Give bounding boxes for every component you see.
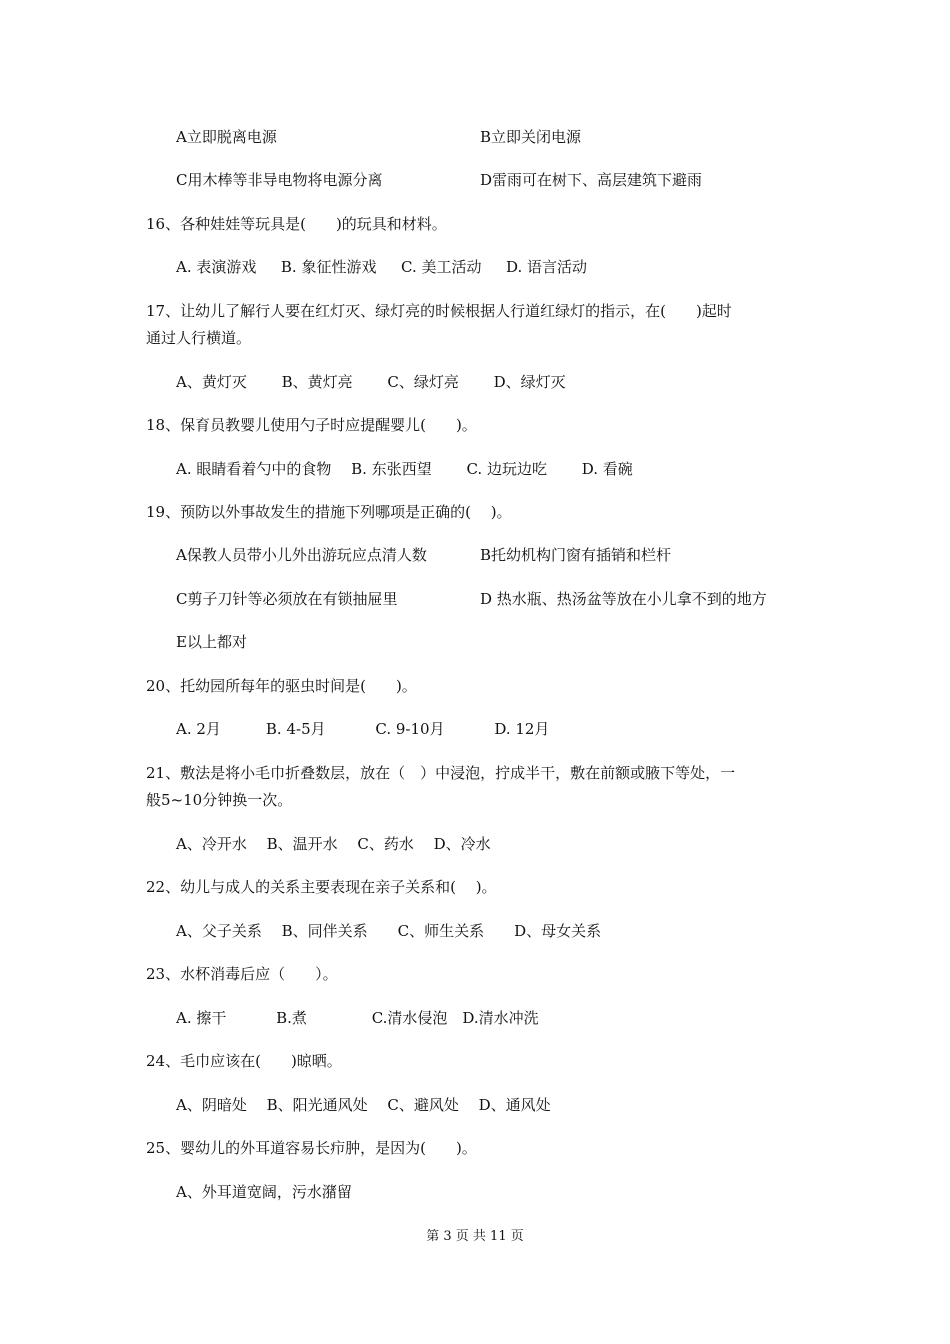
q15-option-a: A立即脱离电源 bbox=[176, 128, 277, 146]
q15-option-c: C用木棒等非导电物将电源分离 bbox=[176, 171, 383, 189]
q19-stem: 19、预防以外事故发生的措施下列哪项是正确的( )。 bbox=[146, 503, 512, 521]
q20-options: A. 2月 B. 4-5月 C. 9-10月 D. 12月 bbox=[176, 720, 550, 738]
q22-options: A、父子关系 B、同伴关系 C、师生关系 D、母女关系 bbox=[176, 922, 602, 940]
q19-option-e: E以上都对 bbox=[176, 633, 247, 651]
q18-options: A. 眼睛看着勺中的食物 B. 东张西望 C. 边玩边吃 D. 看碗 bbox=[176, 460, 633, 478]
q17-stem-line2: 通过人行横道。 bbox=[146, 329, 252, 347]
q16-stem: 16、各种娃娃等玩具是( )的玩具和材料。 bbox=[146, 215, 447, 233]
q24-options: A、阴暗处 B、阳光通风处 C、避风处 D、通风处 bbox=[176, 1096, 551, 1114]
page-number-footer: 第 3 页 共 11 页 bbox=[426, 1229, 524, 1244]
q19-option-a: A保教人员带小儿外出游玩应点清人数 bbox=[176, 546, 427, 564]
q22-stem: 22、幼儿与成人的关系主要表现在亲子关系和( )。 bbox=[146, 878, 497, 896]
q17-stem-line1: 17、让幼儿了解行人要在红灯灭、绿灯亮的时候根据人行道红绿灯的指示，在( )起时 bbox=[146, 302, 732, 320]
q25-option-a: A、外耳道宽阔，污水潴留 bbox=[176, 1183, 352, 1201]
q25-stem: 25、婴幼儿的外耳道容易长疖肿，是因为( )。 bbox=[146, 1139, 477, 1157]
q23-stem: 23、水杯消毒后应（ ）。 bbox=[146, 965, 338, 983]
q19-option-d: D 热水瓶、热汤盆等放在小儿拿不到的地方 bbox=[480, 590, 767, 608]
q15-option-b: B立即关闭电源 bbox=[480, 128, 582, 146]
q15-option-d: D雷雨可在树下、高层建筑下避雨 bbox=[480, 171, 703, 189]
q20-stem: 20、托幼园所每年的驱虫时间是( )。 bbox=[146, 677, 417, 695]
q21-stem-line1: 21、敷法是将小毛巾折叠数层，放在（ ）中浸泡，拧成半干，敷在前额或腋下等处，一 bbox=[146, 764, 736, 782]
q17-options: A、黄灯灭 B、黄灯亮 C、绿灯亮 D、绿灯灭 bbox=[176, 373, 566, 391]
q16-options: A. 表演游戏 B. 象征性游戏 C. 美工活动 D. 语言活动 bbox=[176, 258, 588, 276]
q21-stem-line2: 般5~10分钟换一次。 bbox=[146, 791, 293, 809]
q24-stem: 24、毛巾应该在( )晾晒。 bbox=[146, 1052, 342, 1070]
q18-stem: 18、保育员教婴儿使用勺子时应提醒婴儿( )。 bbox=[146, 416, 477, 434]
q21-options: A、冷开水 B、温开水 C、药水 D、冷水 bbox=[176, 835, 491, 853]
q23-options: A. 擦干 B.煮 C.清水侵泡 D.清水冲洗 bbox=[176, 1009, 539, 1027]
q19-option-c: C剪子刀针等必须放在有锁抽屉里 bbox=[176, 590, 398, 608]
q19-option-b: B托幼机构门窗有插销和栏杆 bbox=[480, 546, 672, 564]
